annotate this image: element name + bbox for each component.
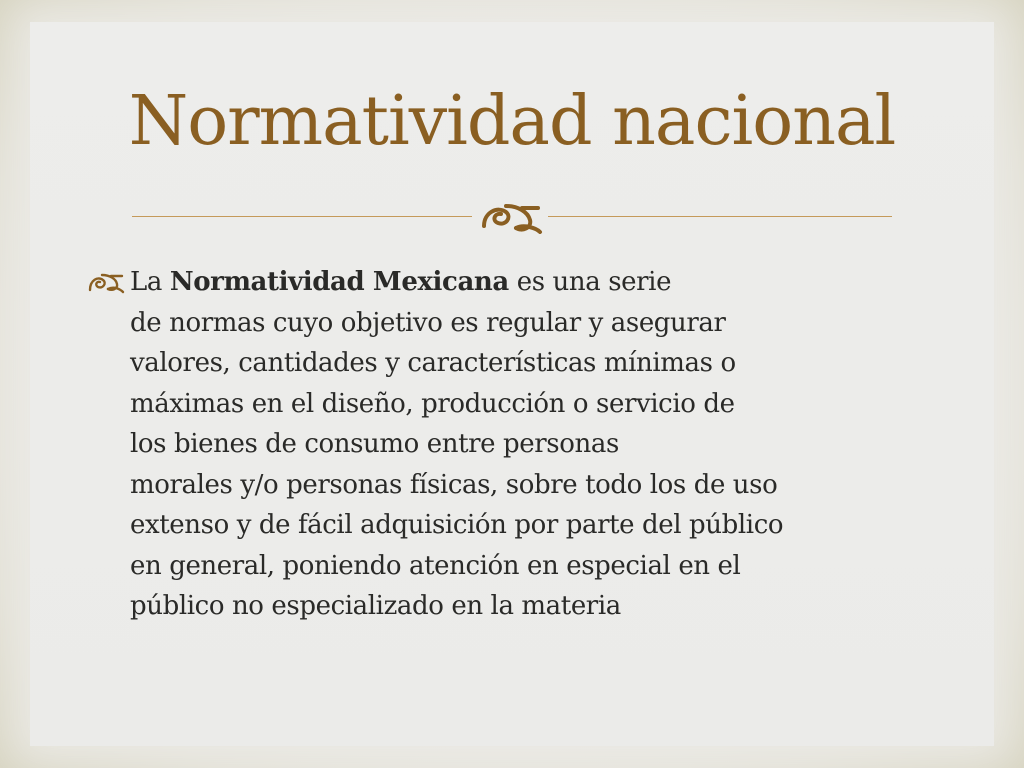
- flourish-ornament-icon: [476, 198, 548, 234]
- paragraph-line: de normas cuyo objetivo es regular y asegurar: [130, 307, 726, 338]
- paragraph-line: en general, poniendo atención en especial en el: [130, 550, 741, 581]
- body-content: [86, 262, 926, 627]
- curl-ornament-icon: [86, 270, 126, 294]
- divider-rule-right: [548, 216, 892, 217]
- paragraph-line: valores, cantidades y características mínimas o: [130, 348, 736, 378]
- paragraph-line: público no especializado en la materia: [130, 591, 621, 621]
- paragraph-line: extenso y de fácil adquisición por parte del público: [130, 510, 784, 540]
- paragraph-emphasis: Normatividad Mexicana: [169, 267, 509, 297]
- page-title: Normatividad nacional: [128, 82, 896, 161]
- paragraph-line: los bienes de consumo entre personas: [130, 429, 619, 459]
- paragraph-line: máximas en el diseño, producción o servicio de: [130, 388, 735, 419]
- paragraph-line: es una serie: [508, 267, 672, 297]
- paragraph-lead: La: [130, 267, 170, 297]
- divider-rule-left: [132, 216, 472, 217]
- title-divider: [132, 196, 892, 236]
- body-paragraph: [130, 262, 926, 627]
- paragraph-line: morales y/o personas físicas, sobre todo los de uso: [130, 469, 778, 500]
